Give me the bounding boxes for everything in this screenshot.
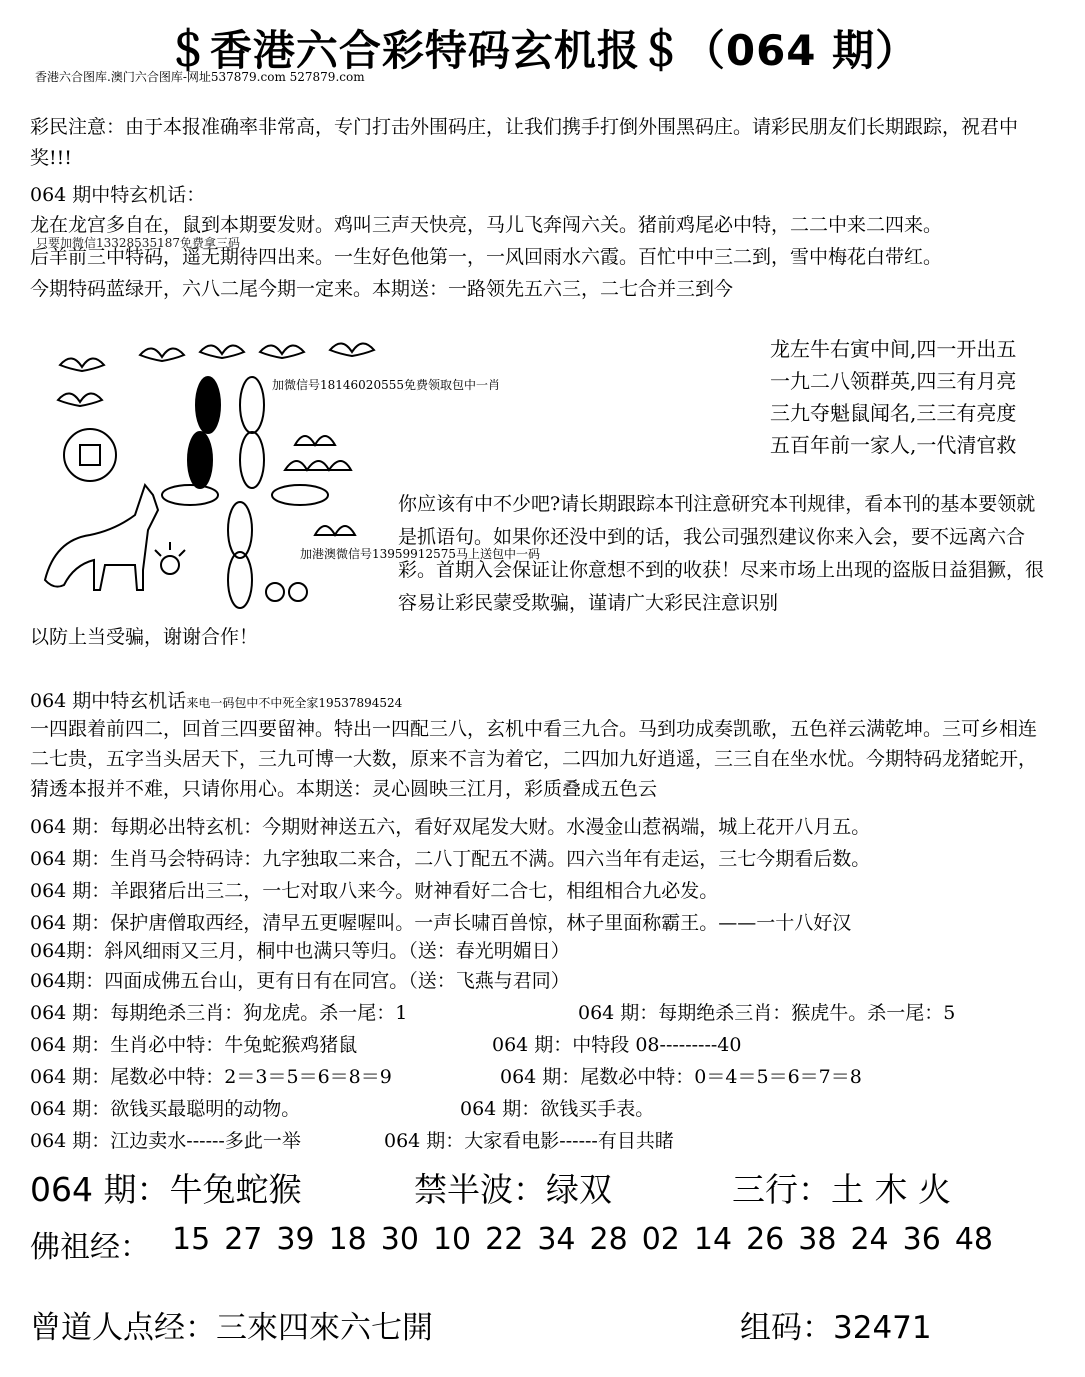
buddha-number: 24 [850, 1222, 889, 1257]
buddha-number: 28 [589, 1222, 628, 1257]
pair-left: 064 期：每期绝杀三肖：狗龙虎。杀一尾：1 [30, 1002, 408, 1024]
poem-line: 一九二八领群英,四三有月亮 [770, 369, 1017, 393]
poem-line: 五百年前一家人,一代清官救 [770, 433, 1017, 457]
monk-verse: 曾道人点经：三來四來六七開 [30, 1310, 433, 1346]
period-line: 064 期：保护唐僧取西经，清早五更喔喔叫。一声长啸百兽惊，林子里面称霸王。——一十八好汉 [30, 912, 852, 934]
notice-paragraph: 彩民注意：由于本报准确率非常高，专门打击外围码庄，让我们携手打倒外围黑码庄。请彩民朋友们长期跟踪，祝君中奖!!! [30, 116, 1019, 169]
buddha-number: 26 [746, 1222, 785, 1257]
buddha-number: 22 [485, 1222, 524, 1257]
illustration [30, 330, 390, 620]
poem-block [770, 333, 1016, 461]
section2-heading [30, 686, 402, 713]
pair-left: 064 期：欲钱买最聪明的动物。 [30, 1098, 301, 1120]
buddha-label: 佛祖经： [30, 1230, 150, 1265]
period-line: 064期：斜风细雨又三月，桐中也满只等归。（送：春光明媚日） [30, 940, 570, 962]
pair-right: 064 期：每期绝杀三肖：猴虎牛。杀一尾：5 [578, 1002, 956, 1024]
sun-icon [155, 542, 185, 574]
buddha-number: 39 [276, 1222, 315, 1257]
section1-line-3: 今期特码蓝绿开，六八二尾今期一定来。本期送：一路领先五六三，二七合并三到今 [30, 278, 734, 300]
buddha-number: 36 [902, 1222, 941, 1257]
buddha-numbers [172, 1222, 1007, 1257]
poem-line: 龙左牛右寅中间,四一开出五 [770, 337, 1017, 361]
buddha-number: 27 [224, 1222, 263, 1257]
page-title: ＄香港六合彩特码玄机报＄（064 期） [166, 26, 919, 75]
pair-right: 064 期：尾数必中特：0＝4＝5＝6＝7＝8 [500, 1066, 862, 1088]
section2-heading-text: 064 期中特玄机话 [30, 690, 187, 712]
buddha-number: 30 [380, 1222, 419, 1257]
buddha-number: 02 [641, 1222, 680, 1257]
image-ad-2: 加港澳微信号13959912575马上送包中一码 [300, 547, 540, 561]
section1-heading: 064 期中特玄机话： [30, 184, 206, 206]
section2-heading-ad: 来电一码包中不中死全家19537894524 [186, 696, 403, 710]
period-line: 064 期：羊跟猪后出三二，一七对取八来今。财神看好二合七，相组相合九必发。 [30, 880, 719, 902]
advice-tail: 以防上当受骗，谢谢合作！ [30, 626, 259, 648]
ellipse-figure [162, 377, 328, 608]
site-line: 香港六合图库.澳门六合图库-网址537879.com 527879.com [35, 70, 365, 84]
overlay-ad-text: 只要加微信13328535187免费拿三码 [36, 236, 240, 250]
coin-icon [64, 429, 116, 481]
section1-line-1: 龙在龙宫多自在，鼠到本期要发财。鸡叫三声天快亮，马儿飞奔闯六关。猪前鸡尾必中特，二二中来二四来。 [30, 214, 943, 236]
summary-zodiac: 064 期：牛兔蛇猴 [30, 1170, 302, 1209]
pair-left: 064 期：生肖必中特：牛兔蛇猴鸡猪鼠 [30, 1034, 358, 1056]
buddha-number: 14 [693, 1222, 733, 1257]
section2-paragraph: 一四跟着前四二，回首三四要留神。特出一四配三八，玄机中看三九合。马到功成奏凯歌，五色祥云满乾坤。三可乡相连二七贵，五字当头居天下，三九可博一大数，原来不言为着它，二四加九好逍遥，三三自在坐水忧。今期特码龙猪蛇开，猜透本报并不难，只请你用心。本期送：灵心圆映三江月，彩质叠成五色云 [30, 718, 1038, 800]
pair-right: 064 期：中特段 08---------40 [492, 1034, 742, 1056]
section1-line-2: 后羊前三中特码，遥无期待四出来。一生好色他第一，一风回雨水六霞。百忙中中三二到，雪中梅花白带红。 [30, 246, 943, 268]
buddha-number: 34 [537, 1222, 576, 1257]
summary-ban-wave: 禁半波：绿双 [414, 1170, 612, 1209]
poem-line: 三九夺魁鼠闻名,三三有亮度 [770, 401, 1017, 425]
pair-right: 064 期：大家看电影------有目共睹 [384, 1130, 674, 1152]
buddha-number: 15 [172, 1222, 211, 1257]
buddha-number: 48 [954, 1222, 993, 1257]
image-ad-1: 加微信号18146020555免费领取包中一肖 [272, 378, 500, 392]
pair-left: 064 期：江边卖水------多此一举 [30, 1130, 301, 1152]
wolf-icon [45, 485, 158, 590]
buddha-number: 18 [328, 1222, 367, 1257]
coins-icon [266, 583, 307, 601]
buddha-number: 38 [798, 1222, 837, 1257]
pair-right: 064 期：欲钱买手表。 [460, 1098, 655, 1120]
period-line: 064期：四面成佛五台山，更有日有在同宫。（送：飞燕与君同） [30, 970, 570, 992]
advice-paragraph: 你应该有中不少吧?请长期跟踪本刊注意研究本刊规律，看本刊的基本要领就是抓语句。如果你还没中到的话，我公司强烈建议你来入会，要不远离六合彩。首期入会保证让你意想不到的收获！尽来市场上出现的盗版日益猖獗，很容易让彩民蒙受欺骗，谨请广大彩民注意识别 [398, 493, 1045, 614]
summary-three-elements: 三行：土 木 火 [732, 1170, 951, 1209]
period-line: 064 期：每期必出特玄机：今期财神送五六，看好双尾发大财。水漫金山惹祸端，城上花开八月五。 [30, 816, 871, 838]
pair-left: 064 期：尾数必中特：2＝3＝5＝6＝8＝9 [30, 1066, 392, 1088]
period-line: 064 期：生肖马会特码诗：九字独取二来合，二八丁配五不满。四六当年有走运，三七今期看后数。 [30, 848, 871, 870]
buddha-number: 10 [432, 1222, 472, 1257]
group-code: 组码：32471 [740, 1310, 932, 1346]
